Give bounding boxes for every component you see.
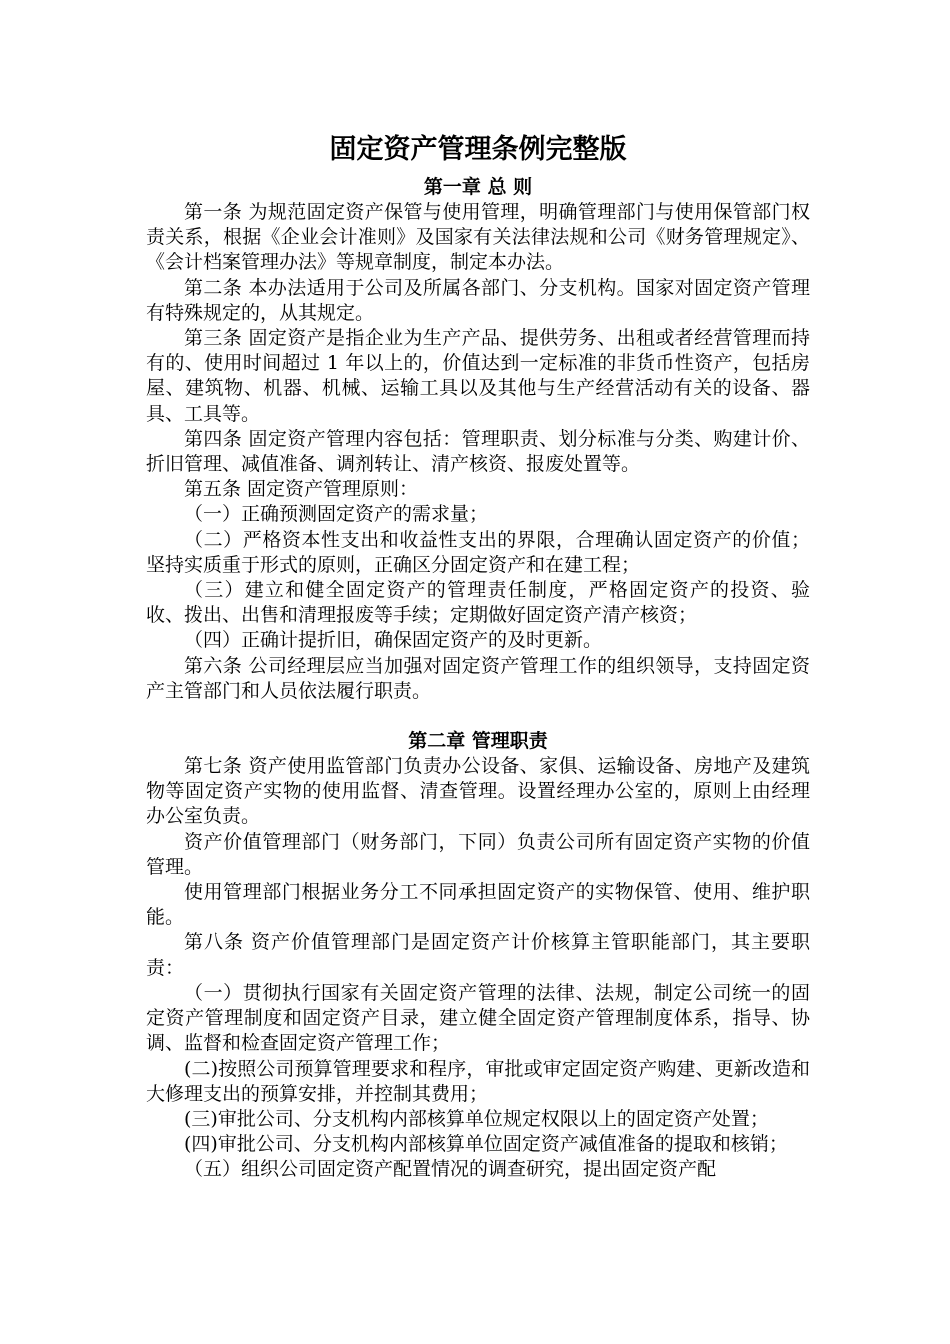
article-5-item-1: （一）正确预测固定资产的需求量；	[184, 503, 489, 526]
article-1: 第一条 为规范固定资产保管与使用管理，明确管理部门与使用保管部门权责关系，根据《企业会计准则》及国家有关法律法规和公司《财务管理规定》、《会计档案管理办法》等规章制度，制定本办法。	[146, 201, 810, 274]
article-5-item-4: （四）正确计提折旧，确保固定资产的及时更新。	[184, 629, 603, 652]
article-7-value-dept: 资产价值管理部门（财务部门，下同）负责公司所有固定资产实物的价值管理。	[146, 830, 810, 878]
article-7: 第七条 资产使用监管部门负责办公设备、家俱、运输设备、房地产及建筑物等固定资产实物的使用监督、清查管理。设置经理办公室的，原则上由经理办公室负责。	[146, 755, 810, 828]
article-3: 第三条 固定资产是指企业为生产产品、提供劳务、出租或者经营管理而持有的、使用时间超过 1 年以上的，价值达到一定标准的非货币性资产，包括房屋、建筑物、机器、机械、运输工具以及其他与生产经营活动有关的设备、器具、工具等。	[146, 327, 810, 425]
article-8-item-2: (二)按照公司预算管理要求和程序，审批或审定固定资产购建、更新改造和大修理支出的预算安排，并控制其费用；	[146, 1057, 810, 1105]
article-8-item-3: (三)审批公司、分支机构内部核算单位规定权限以上的固定资产处置；	[184, 1107, 769, 1130]
article-5-item-3: （三）建立和健全固定资产的管理责任制度，严格固定资产的投资、验收、拨出、出售和清理报废等手续；定期做好固定资产清产核资；	[146, 579, 810, 627]
chapter-1-heading: 第一章 总 则	[423, 176, 533, 198]
article-7-use-dept: 使用管理部门根据业务分工不同承担固定资产的实物保管、使用、维护职能。	[146, 881, 810, 929]
article-8-item-5: （五）组织公司固定资产配置情况的调查研究，提出固定资产配	[184, 1158, 717, 1181]
document-page	[146, 128, 810, 1183]
article-5: 第五条 固定资产管理原则：	[184, 478, 419, 501]
document-title: 固定资产管理条例完整版	[329, 134, 627, 165]
chapter-2-heading: 第二章 管理职责	[408, 730, 548, 753]
article-8: 第八条 资产价值管理部门是固定资产计价核算主管职能部门，其主要职责：	[146, 931, 810, 979]
article-8-item-4: (四)审批公司、分支机构内部核算单位固定资产减值准备的提取和核销；	[184, 1133, 788, 1156]
article-2: 第二条 本办法适用于公司及所属各部门、分支机构。国家对固定资产管理有特殊规定的，从其规定。	[146, 276, 810, 324]
article-8-item-1: （一）贯彻执行国家有关固定资产管理的法律、法规，制定公司统一的固定资产管理制度和固定资产目录，建立健全固定资产管理制度体系，指导、协调、监督和检查固定资产管理工作；	[146, 981, 810, 1055]
article-6: 第六条 公司经理层应当加强对固定资产管理工作的组织领导，支持固定资产主管部门和人员依法履行职责。	[146, 654, 810, 702]
article-5-item-2: （二）严格资本性支出和收益性支出的界限，合理确认固定资产的价值；坚持实质重于形式的原则，正确区分固定资产和在建工程；	[146, 528, 810, 576]
article-4: 第四条 固定资产管理内容包括：管理职责、划分标准与分类、购建计价、折旧管理、减值准备、调剂转让、清产核资、报废处置等。	[146, 427, 810, 476]
